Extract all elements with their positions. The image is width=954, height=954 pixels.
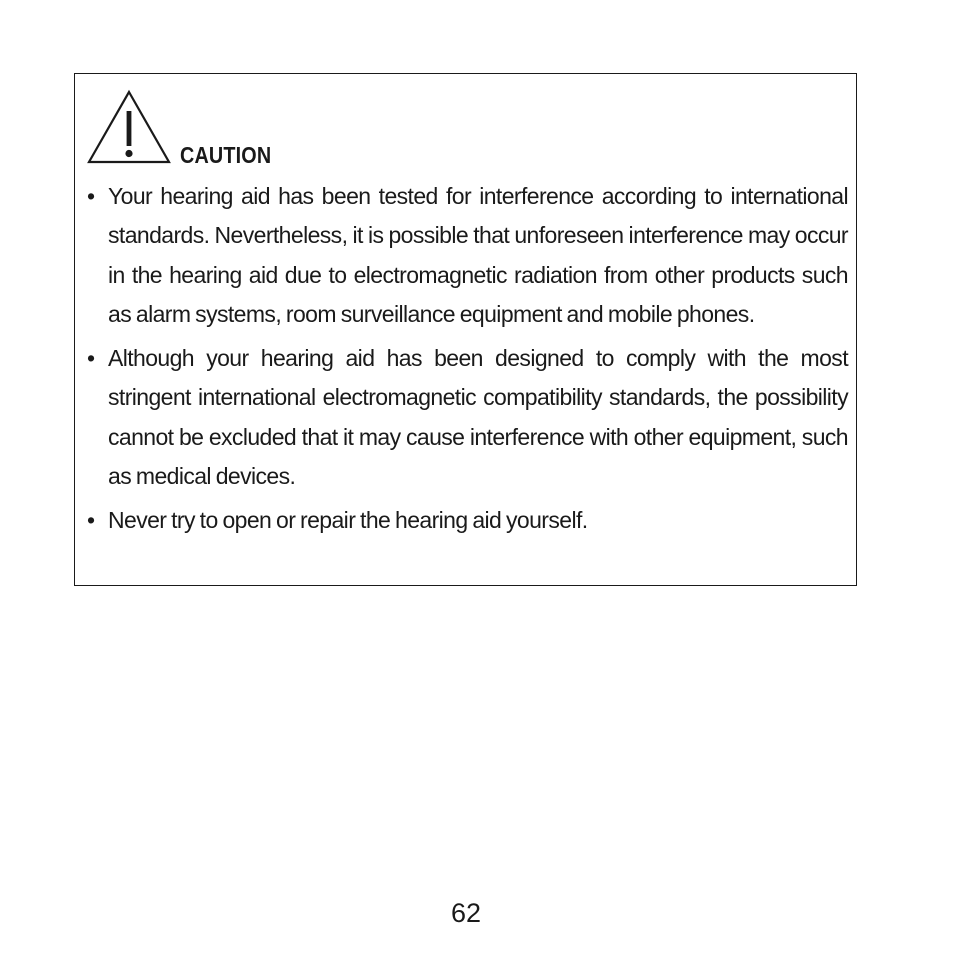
caution-title: CAUTION [180, 142, 272, 168]
list-item-text: Never try to open or repair the hearing aid yourself. [108, 507, 588, 534]
list-item [85, 501, 848, 540]
list-item-text: Your hearing aid has been tested for interference according to international standards. Nevertheless, it is possible that unforeseen interference may occur in the hearing aid due to electromagnetic radiation from other products such as alarm systems, room surveillance equipment and mobile phones. [108, 183, 848, 327]
bullet-icon: • [87, 507, 95, 534]
list-item [85, 177, 848, 334]
warning-triangle-icon [86, 89, 172, 165]
caution-list [85, 177, 848, 541]
caution-header [86, 89, 286, 168]
page-number: 62 [450, 898, 482, 928]
bullet-icon: • [87, 183, 95, 209]
caution-box [74, 73, 857, 586]
bullet-icon: • [87, 345, 95, 372]
list-item-text: Although your hearing aid has been designed to comply with the most stringent international electromagnetic compatibility standards, the possibility cannot be excluded that it may cause interference with other equipment, such as medical devices. [108, 345, 848, 490]
list-item [85, 339, 848, 496]
